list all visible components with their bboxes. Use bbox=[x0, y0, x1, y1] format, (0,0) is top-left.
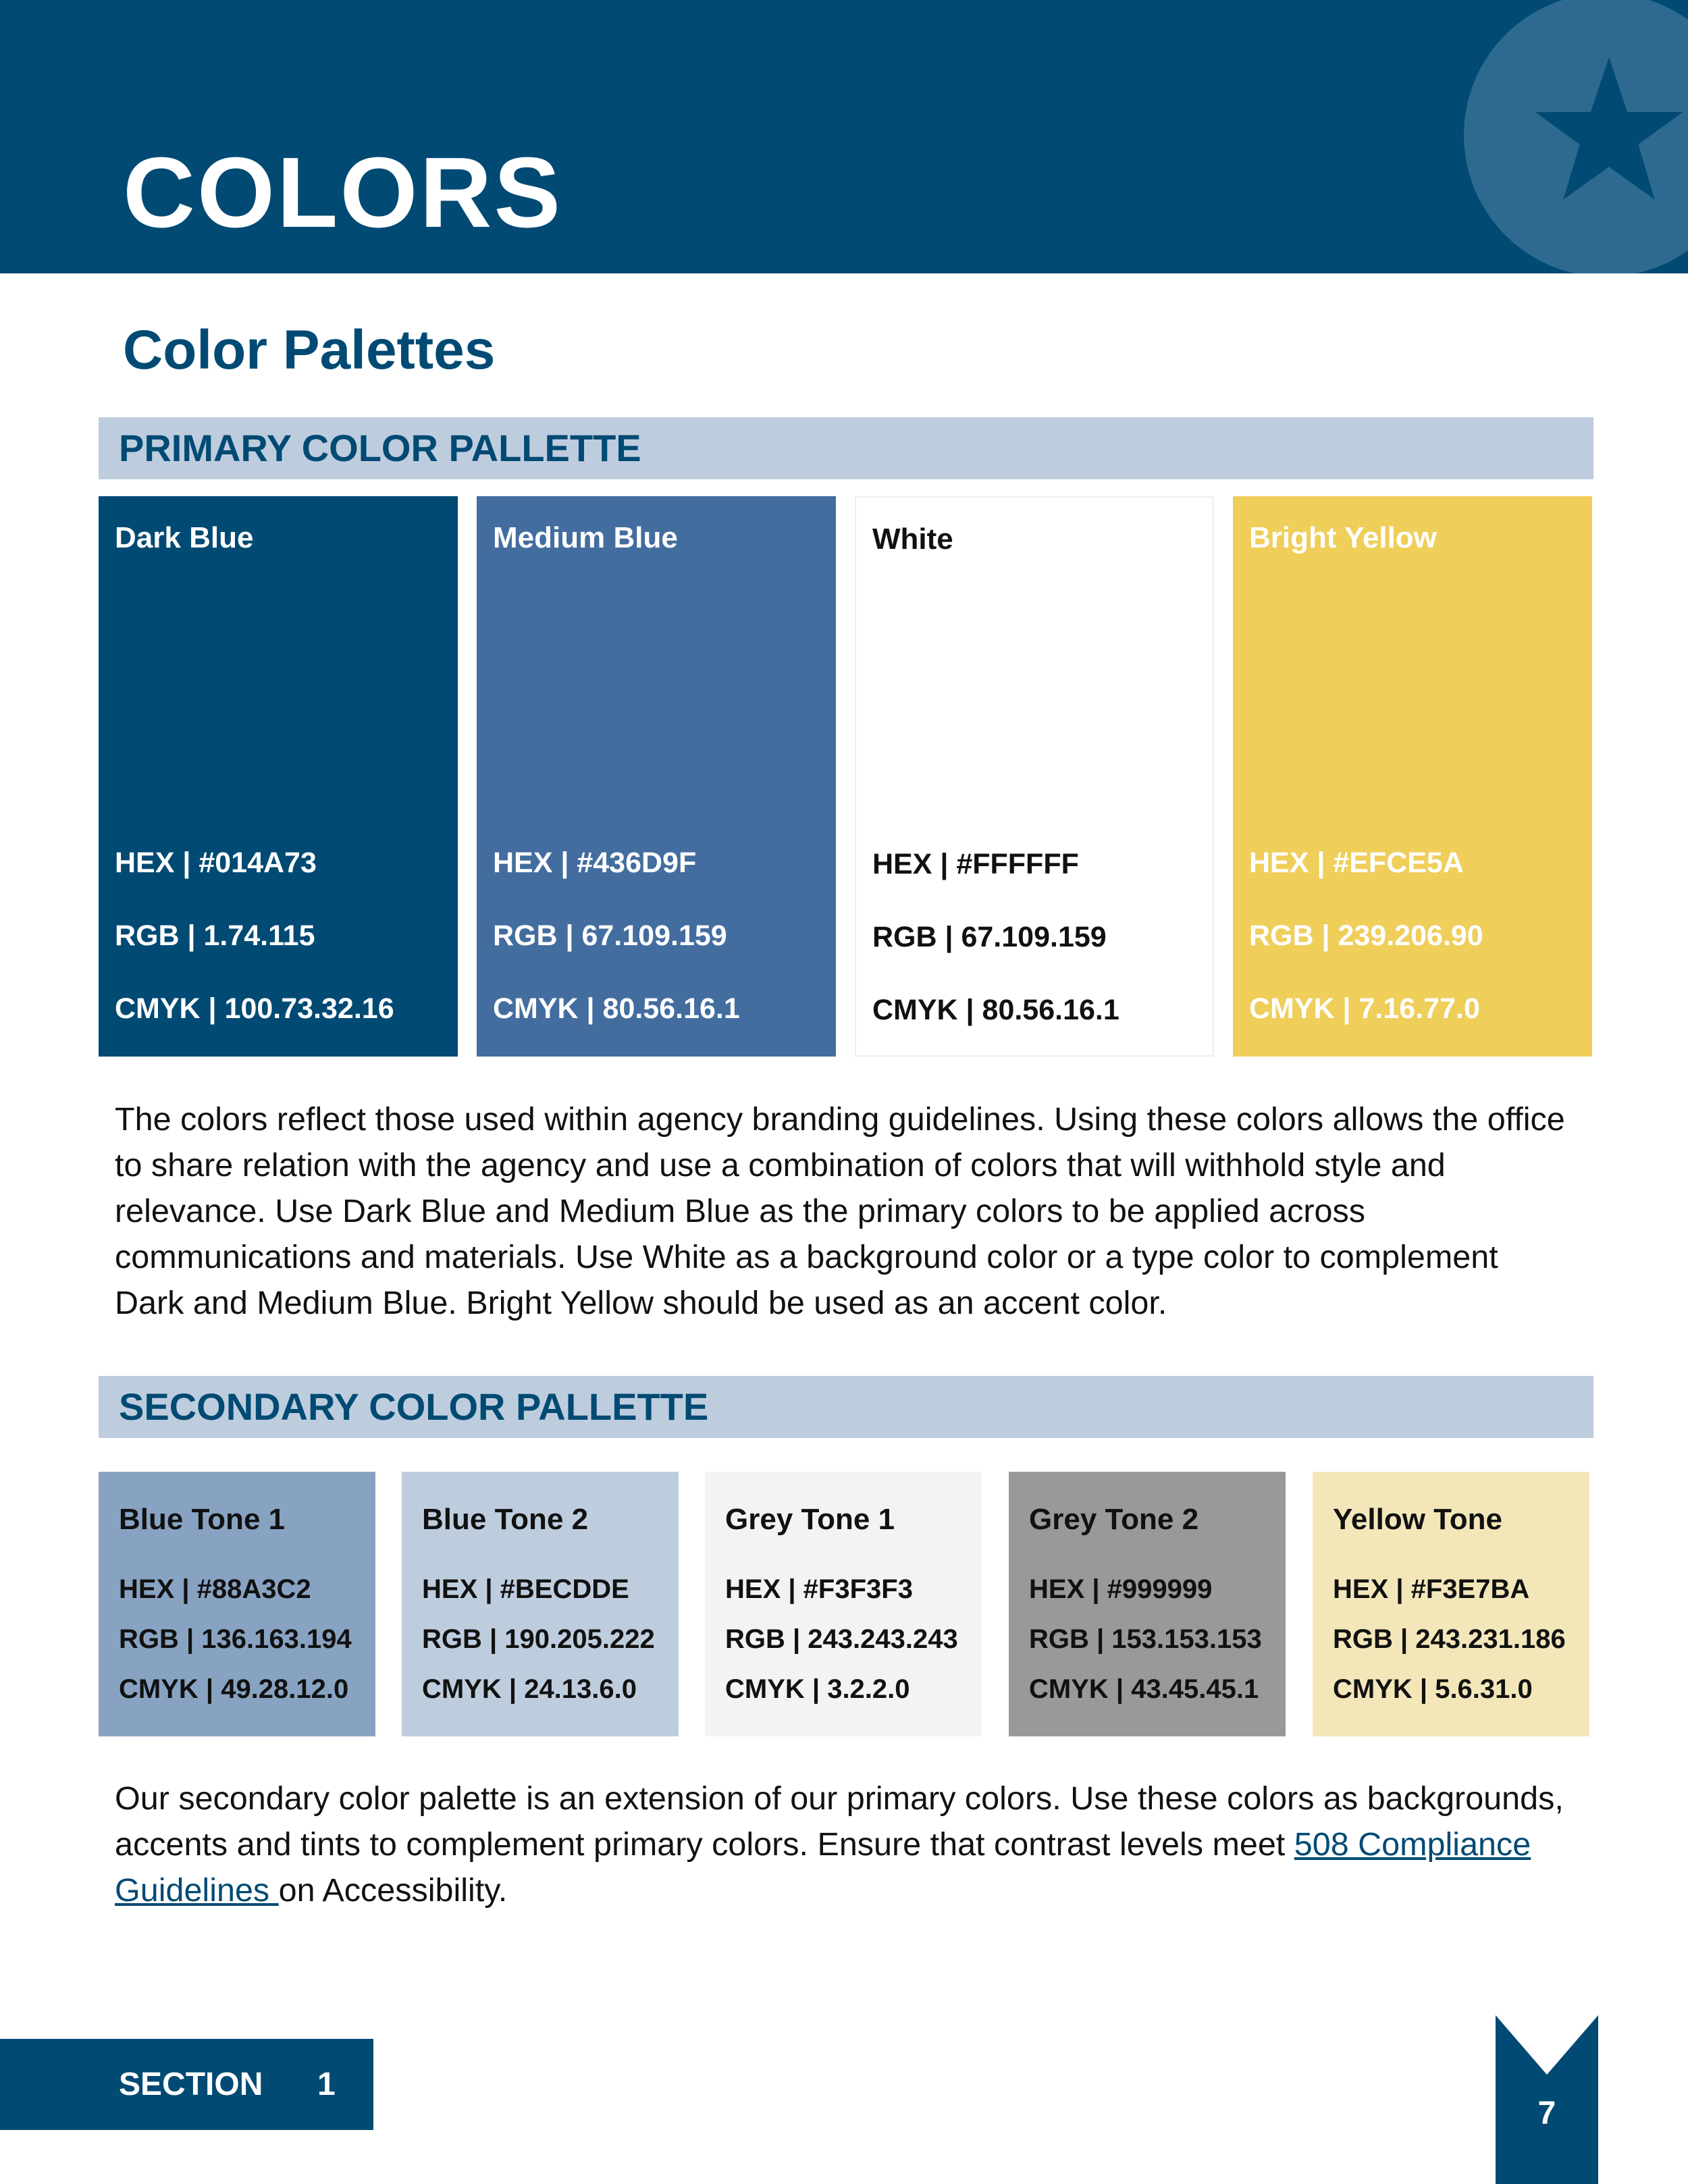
swatch-blue-tone-2 bbox=[402, 1472, 679, 1736]
swatch-cmyk: CMYK | 49.28.12.0 bbox=[119, 1674, 349, 1704]
swatch-name: Yellow Tone bbox=[1333, 1503, 1503, 1536]
primary-description: The colors reflect those used within agency branding guidelines. Using these colors allows the office to share relation with the agency and use a combination of colors that will withhold style and relevance. Use Dark Blue and Medium Blue as the primary colors to be applied across communications and materials. Use White as a background color or a type color to complement Dark and Medium Blue. Bright Yellow should be used as an accent color. bbox=[115, 1101, 1565, 1321]
swatch-rgb: RGB | 1.74.115 bbox=[115, 920, 315, 952]
swatch-rgb: RGB | 239.206.90 bbox=[1249, 920, 1483, 952]
swatch-hex: HEX | #88A3C2 bbox=[119, 1574, 311, 1604]
swatch-cmyk: CMYK | 43.45.45.1 bbox=[1029, 1674, 1259, 1704]
swatch-name: White bbox=[872, 523, 953, 556]
secondary-palette-band bbox=[99, 1376, 1593, 1438]
swatch-rgb: RGB | 67.109.159 bbox=[493, 920, 727, 952]
secondary-description bbox=[115, 1776, 1573, 1913]
swatch-name: Bright Yellow bbox=[1249, 521, 1437, 554]
compliance-guidelines-link[interactable]: 508 Compliance Guidelines bbox=[115, 1826, 1531, 1909]
swatch-hex: HEX | #014A73 bbox=[115, 847, 317, 879]
swatch-hex: HEX | #EFCE5A bbox=[1249, 847, 1464, 879]
swatch-cmyk: CMYK | 5.6.31.0 bbox=[1333, 1674, 1533, 1704]
swatch-grey-tone-1 bbox=[705, 1472, 982, 1736]
swatch-rgb: RGB | 153.153.153 bbox=[1029, 1624, 1262, 1654]
swatch-yellow-tone bbox=[1313, 1472, 1589, 1736]
swatch-name: Blue Tone 2 bbox=[422, 1503, 589, 1536]
secondary-description-text: Our secondary color palette is an extension of our primary colors. Use these colors as backgrounds, accents and tints to complement primary colors. Ensure that contrast levels meet bbox=[115, 1780, 1564, 1863]
swatch-hex: HEX | #436D9F bbox=[493, 847, 697, 879]
swatch-hex: HEX | #999999 bbox=[1029, 1574, 1213, 1604]
swatch-name: Dark Blue bbox=[115, 521, 254, 554]
swatch-rgb: RGB | 243.231.186 bbox=[1333, 1624, 1566, 1654]
swatch-dark-blue bbox=[99, 496, 458, 1057]
swatch-rgb: RGB | 243.243.243 bbox=[725, 1624, 958, 1654]
section-tab bbox=[0, 2039, 373, 2130]
swatch-cmyk: CMYK | 100.73.32.16 bbox=[115, 992, 394, 1025]
swatch-rgb: RGB | 136.163.194 bbox=[119, 1624, 352, 1654]
swatch-bright-yellow bbox=[1233, 496, 1592, 1057]
swatch-hex: HEX | #F3E7BA bbox=[1333, 1574, 1530, 1604]
swatch-rgb: RGB | 190.205.222 bbox=[422, 1624, 655, 1654]
primary-palette-band bbox=[99, 417, 1593, 479]
swatch-white bbox=[855, 496, 1214, 1057]
swatch-cmyk: CMYK | 7.16.77.0 bbox=[1249, 992, 1480, 1025]
swatch-blue-tone-1 bbox=[99, 1472, 375, 1736]
swatch-cmyk: CMYK | 80.56.16.1 bbox=[872, 994, 1119, 1026]
swatch-cmyk: CMYK | 3.2.2.0 bbox=[725, 1674, 910, 1704]
swatch-cmyk: CMYK | 24.13.6.0 bbox=[422, 1674, 637, 1704]
swatch-medium-blue bbox=[477, 496, 836, 1057]
page-title: COLORS bbox=[123, 137, 563, 248]
secondary-description-end: on Accessibility. bbox=[278, 1872, 508, 1909]
swatch-name: Grey Tone 2 bbox=[1029, 1503, 1199, 1536]
header-banner bbox=[0, 0, 1688, 273]
star-icon bbox=[1531, 53, 1687, 208]
section-heading: Color Palettes bbox=[123, 319, 496, 381]
page-number: 7 bbox=[1537, 2096, 1556, 2131]
section-label: SECTION bbox=[119, 2067, 263, 2102]
swatch-name: Grey Tone 1 bbox=[725, 1503, 895, 1536]
swatch-hex: HEX | #FFFFFF bbox=[872, 848, 1079, 880]
swatch-rgb: RGB | 67.109.159 bbox=[872, 921, 1107, 953]
secondary-palette-label: SECONDARY COLOR PALLETTE bbox=[119, 1385, 709, 1428]
swatch-name: Blue Tone 1 bbox=[119, 1503, 286, 1536]
swatch-hex: HEX | #BECDDE bbox=[422, 1574, 629, 1604]
section-number: 1 bbox=[317, 2067, 336, 2102]
swatch-hex: HEX | #F3F3F3 bbox=[725, 1574, 913, 1604]
swatch-name: Medium Blue bbox=[493, 521, 678, 554]
swatch-grey-tone-2 bbox=[1009, 1472, 1286, 1736]
primary-palette-label: PRIMARY COLOR PALLETTE bbox=[119, 427, 641, 469]
swatch-cmyk: CMYK | 80.56.16.1 bbox=[493, 992, 740, 1025]
